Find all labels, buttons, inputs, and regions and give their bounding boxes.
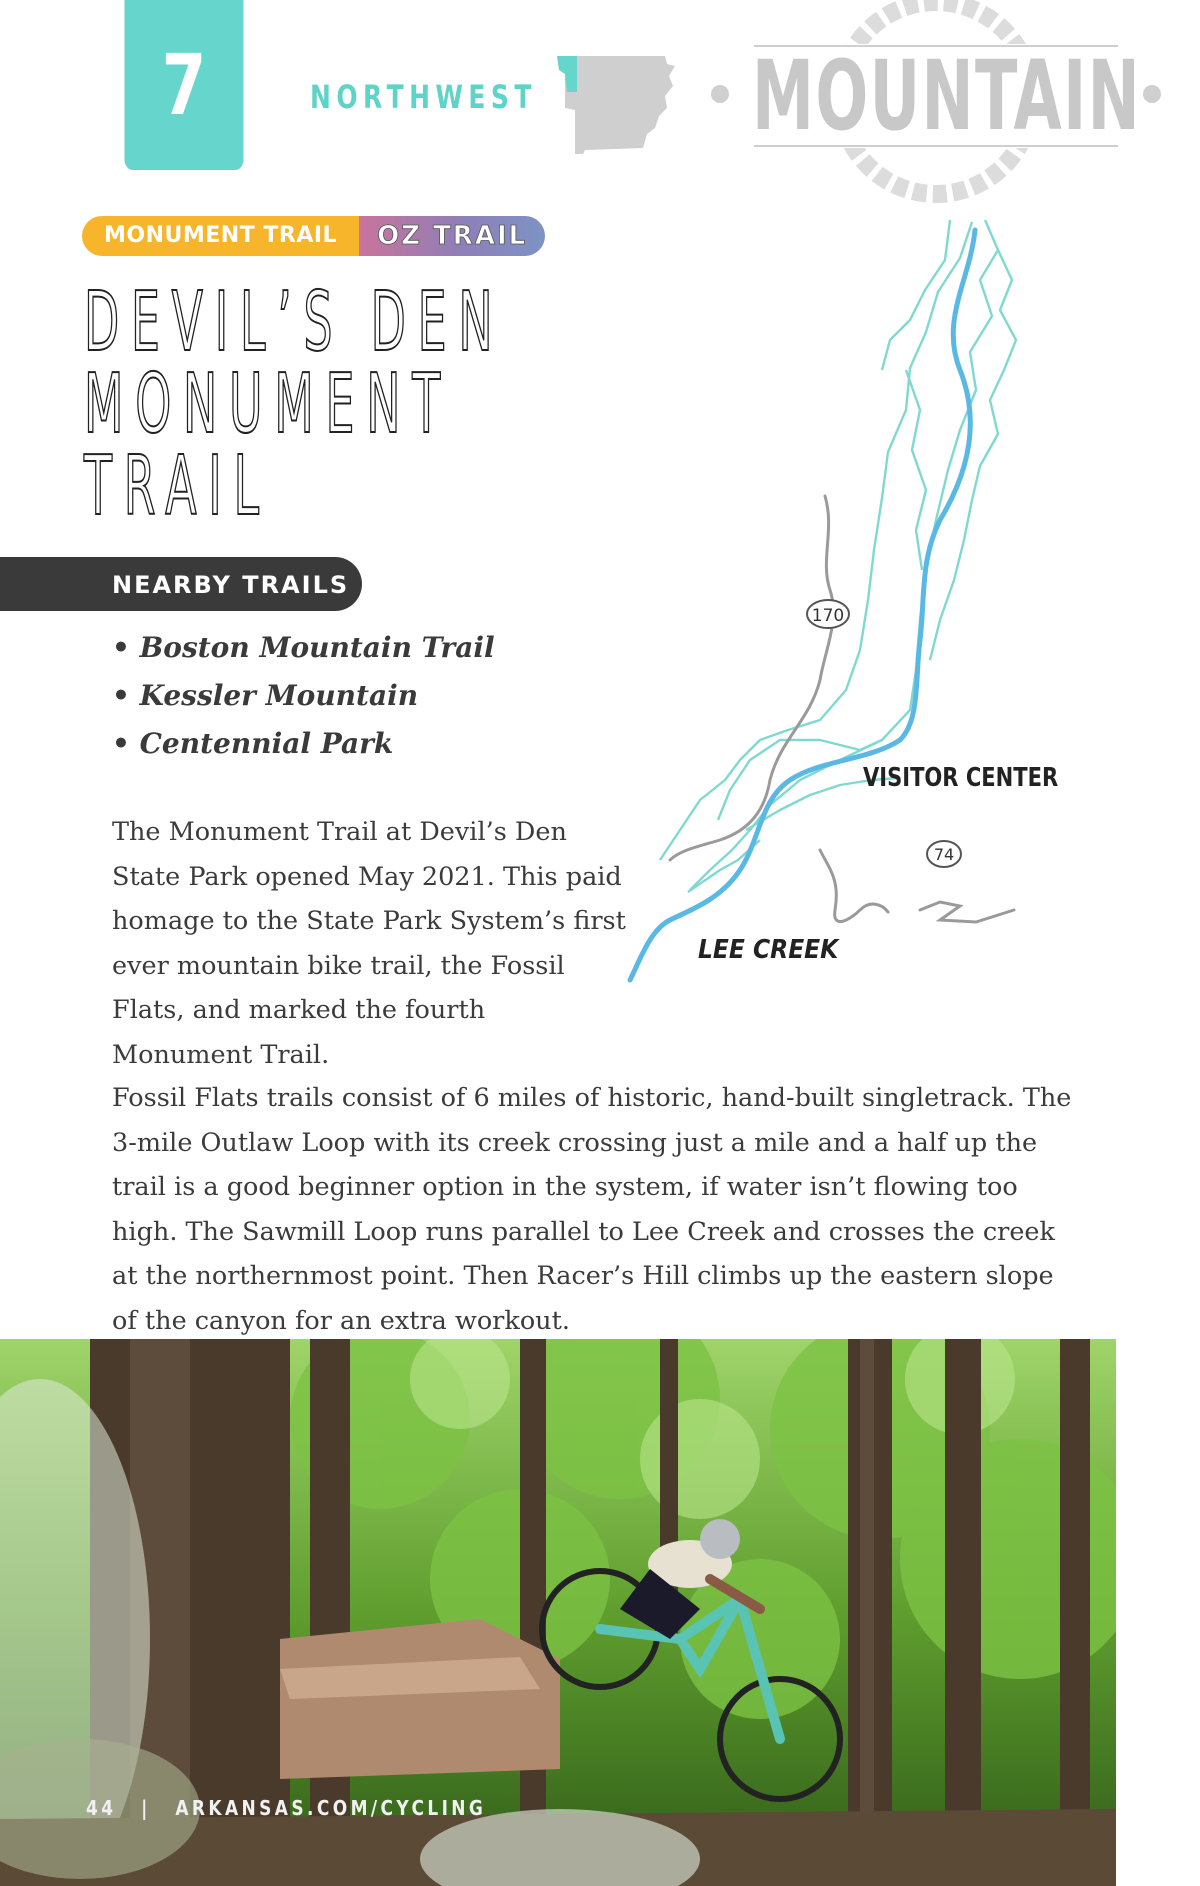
title-line-2: MONUMENT xyxy=(84,357,452,452)
page-footer xyxy=(86,1796,486,1820)
title-line-3: TRAIL xyxy=(84,439,271,534)
route-74-label: 74 xyxy=(933,845,955,864)
monument-trail-tag: MONUMENT TRAIL xyxy=(82,216,359,256)
body-paragraph: Fossil Flats trails consist of 6 miles of historic, hand-built singletrack. The 3-mile Outlaw Loop with its creek crossing just a mile and a half up the trail is a good beginner option in the system, if water isn’t flowing too high. The Sawmill Loop runs parallel to Lee Creek and crosses the creek at the northernmost point. Then Racer’s Hill climbs up the eastern slope of the canyon for an extra workout. xyxy=(112,1083,1072,1336)
visitor-center-label: VISITOR CENTER xyxy=(863,761,1059,793)
chapter-number-tab xyxy=(125,0,244,170)
arkansas-state-icon xyxy=(555,52,680,157)
nearby-trail-item: • Boston Mountain Trail xyxy=(112,631,495,664)
nearby-trail-item: • Kessler Mountain xyxy=(112,679,419,712)
title-line-1: DEVIL’S DEN xyxy=(84,275,505,370)
footer-url: ARKANSAS.COM/CYCLING xyxy=(175,1796,487,1820)
route-74-marker xyxy=(927,841,961,867)
route-170-label: 170 xyxy=(811,606,845,626)
trail-map xyxy=(620,220,1100,1020)
trail-tags xyxy=(82,216,545,256)
nearby-trails-heading: NEARBY TRAILS xyxy=(112,571,350,599)
route-170-marker xyxy=(807,600,849,628)
intro-paragraph: The Monument Trail at Devil’s Den State Park opened May 2021. This paid homage to the State Park System’s first ever mountain bike trail, the Fossil Flats, and marked the fourth Monument Trail. xyxy=(112,817,626,1070)
oz-trail-tag: OZ TRAIL xyxy=(359,216,545,256)
chapter-number: 7 xyxy=(161,36,207,134)
page-number: 44 xyxy=(86,1796,117,1820)
mountain-badge-text: MOUNTAIN xyxy=(752,40,1142,152)
nearby-trails-list xyxy=(112,624,495,768)
region-label: NORTHWEST xyxy=(310,78,537,116)
lee-creek-label: LEE CREEK xyxy=(698,935,839,965)
footer-separator: | xyxy=(141,1796,151,1820)
nearby-trail-item: • Centennial Park xyxy=(112,727,394,760)
page-title xyxy=(84,275,704,534)
nearby-trails-banner xyxy=(0,557,362,611)
